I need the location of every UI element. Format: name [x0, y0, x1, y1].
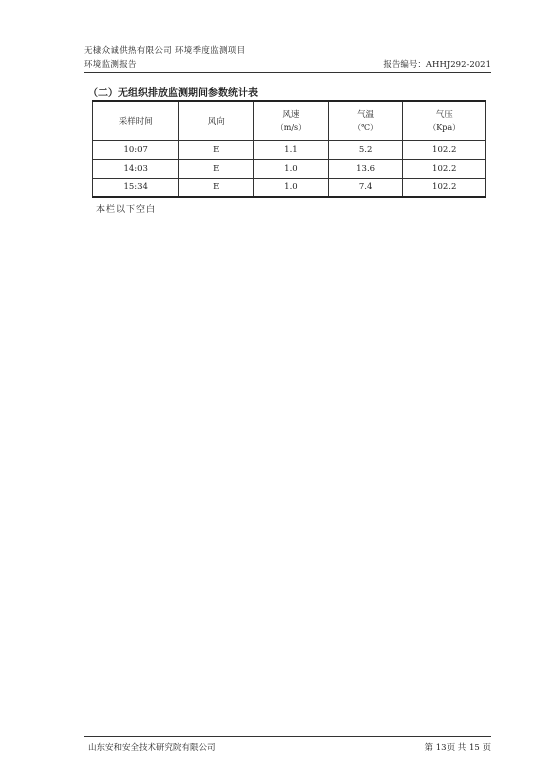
cell-wind-direction: E [179, 178, 254, 197]
cell-temperature: 5.2 [328, 140, 403, 159]
cell-time: 10:07 [93, 140, 179, 159]
cell-wind-direction: E [179, 159, 254, 178]
header-temperature: 气温 （℃） [328, 101, 403, 140]
cell-wind-speed: 1.0 [254, 159, 329, 178]
header-report-type: 环境监测报告 [84, 60, 137, 70]
table-header-row [93, 101, 486, 140]
cell-time: 14:03 [93, 159, 179, 178]
table-row [93, 159, 486, 178]
cell-time: 15:34 [93, 178, 179, 197]
footer-divider [84, 736, 491, 737]
header-wind-speed: 风速 （m/s） [254, 101, 329, 140]
footer-organization: 山东安和安全技术研究院有限公司 [88, 743, 216, 753]
header-wind-direction: 风向 [179, 101, 254, 140]
table-row [93, 178, 486, 197]
cell-wind-speed: 1.1 [254, 140, 329, 159]
header-pressure: 气压 （Kpa） [403, 101, 486, 140]
footer-page-number: 第 13页 共 15 页 [424, 743, 491, 753]
section-title: （二）无组织排放监测期间参数统计表 [88, 88, 258, 99]
table-row [93, 140, 486, 159]
header-report-number: 报告编号：AHHJ292-2021 [383, 60, 491, 70]
header-divider [84, 72, 491, 73]
header-company-project: 无棣众诚供热有限公司 环境季度监测项目 [84, 46, 246, 56]
blank-below-note: 本栏以下空白 [96, 205, 157, 215]
cell-wind-speed: 1.0 [254, 178, 329, 197]
cell-wind-direction: E [179, 140, 254, 159]
cell-pressure: 102.2 [403, 178, 486, 197]
cell-pressure: 102.2 [403, 140, 486, 159]
parameter-table [92, 100, 486, 198]
cell-temperature: 7.4 [328, 178, 403, 197]
cell-temperature: 13.6 [328, 159, 403, 178]
cell-pressure: 102.2 [403, 159, 486, 178]
header-sampling-time: 采样时间 [93, 101, 179, 140]
